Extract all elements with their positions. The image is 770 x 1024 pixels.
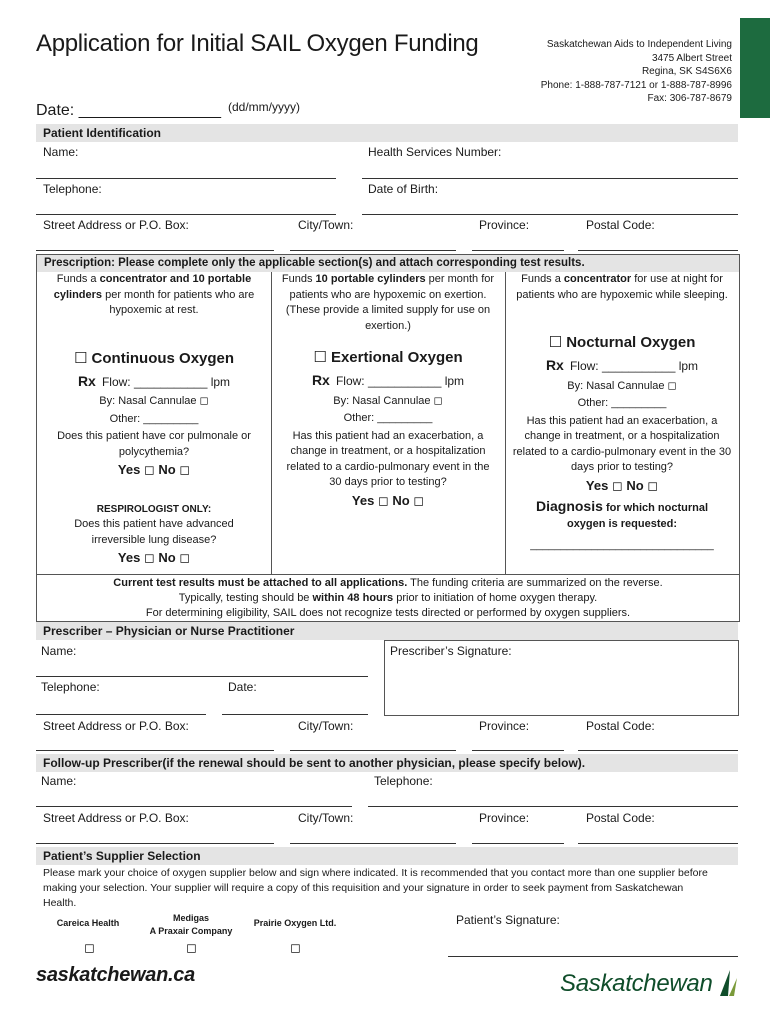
exertional-oxygen-checkbox[interactable]: ☐ Exertional Oxygen [313,349,463,366]
rx-symbol: Rx [311,372,330,388]
prescriber-name-field[interactable] [36,676,368,677]
patient-province-label: Province: [479,218,530,232]
patient-postal-field[interactable] [578,250,738,251]
patient-section-heading: Patient Identification [36,124,738,142]
supplier-prairie-checkbox[interactable]: ◻ [290,940,301,955]
patient-hsn-field[interactable] [362,178,738,179]
patient-phone-label: Telephone: [43,182,102,196]
patient-city-label: City/Town: [298,218,354,232]
followup-street-field[interactable] [36,843,274,844]
supplier-prairie-label: Prairie Oxygen Ltd. [253,918,337,928]
supplier-section-heading: Patient’s Supplier Selection [36,847,738,865]
exertional-description: Funds 10 portable cylinders per month for patients who are hypoxemic on exertion. (These provide a limited supply for use on exertion.) [281,273,495,332]
patient-postal-label: Postal Code: [586,218,655,232]
brand-bar [740,18,770,118]
nocturnal-exacerbation-question: Has this patient had an exacerbation, a change in treatment, or a hospitalization related to a cardio-pulmonary event in the 30 days prior to testing? [512,414,732,473]
respirologist-label: RESPIROLOGIST ONLY: [96,503,212,515]
followup-name-label: Name: [41,774,77,788]
nocturnal-description: Funds a concentrator for use at night for patients who are hypoxemic while sleeping. [516,273,728,301]
exertional-yes-no[interactable]: Yes ◻ No ◻ [351,492,425,508]
continuous-other-field[interactable]: Other: _________ [109,412,199,425]
followup-city-field[interactable] [290,843,456,844]
followup-street-label: Street Address or P.O. Box: [43,811,189,825]
diagnosis-label: Diagnosis for which nocturnal oxygen is requested: [535,498,709,530]
exertional-flow-field[interactable]: Flow: ___________ lpm [335,374,465,388]
followup-phone-field[interactable] [368,806,738,807]
agency-address: Saskatchewan Aids to Independent Living 3475 Albert Street Regina, SK S4S6X6 Phone: 1-888-787-7121 or 1-888-787-8996 Fax: 306-787-8679 [540,39,732,105]
nocturnal-yes-no[interactable]: Yes ◻ No ◻ [585,477,659,493]
test-results-notes: Current test results must be attached to all applications. The funding criteria are summarized on the reverse. Typically, testing should be within 48 hours prior to initiation of home oxygen therapy. For determining eligibility, SAIL does not recognize tests directed or performed by oxygen suppliers. [113,577,663,619]
followup-name-field[interactable] [36,806,352,807]
continuous-column [37,272,271,566]
exertional-other-field[interactable]: Other: _________ [343,412,433,424]
patient-street-field[interactable] [36,250,274,251]
date-field[interactable]: Date: ________________ [36,102,222,119]
cor-pulmonale-question: Does this patient have cor pulmonale or polycythemia? [57,430,251,458]
patient-name-field[interactable] [36,178,336,179]
supplier-medigas-checkbox[interactable]: ◻ [186,940,197,955]
patient-dob-field[interactable] [362,214,738,215]
prescriber-date-field[interactable] [222,714,368,715]
continuous-description: Funds a concentrator and 10 portable cylinders per month for patients who are hypoxemic at rest. [53,273,255,316]
continuous-oxygen-checkbox[interactable]: ☐ Continuous Oxygen [73,349,235,367]
prescription-heading: Prescription: Please complete only the applicable section(s) and attach corresponding test results. [37,255,739,272]
supplier-careica-checkbox[interactable]: ◻ [84,940,95,955]
supplier-instructions: Please mark your choice of oxygen supplier below and sign where indicated. It is recommended that you contact more than one supplier before making your selection. Your supplier will require a copy of this requisition and your signature in order to seek payment from Saskatchewan Health. [43,867,708,909]
nocturnal-flow-field[interactable]: Flow: ___________ lpm [569,359,699,373]
prescriber-signature-label: Prescriber’s Signature: [390,644,512,658]
respirologist-yes-no[interactable]: Yes ◻ No ◻ [117,550,191,565]
respirologist-question: Does this patient have advanced irreversible lung disease? [74,518,234,546]
followup-postal-label: Postal Code: [586,811,655,825]
supplier-careica-label: Careica Health [56,918,120,928]
followup-province-label: Province: [479,811,530,825]
nocturnal-oxygen-checkbox[interactable]: ☐ Nocturnal Oxygen [548,334,696,351]
saskatchewan-logo: Saskatchewan [560,970,713,997]
patient-dob-label: Date of Birth: [368,182,439,196]
exertional-nasal-checkbox[interactable]: By: Nasal Cannulae ◻ [333,394,443,407]
nocturnal-column [505,272,739,554]
saskatchewan-ca-logo: saskatchewan.ca [36,964,195,986]
followup-province-field[interactable] [472,843,564,844]
followup-section-heading: Follow-up Prescriber(if the renewal should be sent to another physician, please specify below). [36,754,738,772]
rx-symbol: Rx [77,372,96,389]
followup-phone-label: Telephone: [374,774,433,788]
prescriber-date-label: Date: [228,680,257,694]
prescriber-province-label: Province: [479,719,530,733]
prescriber-phone-field[interactable] [36,714,206,715]
prescriber-city-field[interactable] [290,750,456,751]
followup-postal-field[interactable] [578,843,738,844]
continuous-nasal-checkbox[interactable]: By: Nasal Cannulae ◻ [99,395,209,407]
patient-name-label: Name: [43,145,79,159]
prescriber-street-field[interactable] [36,750,274,751]
prescriber-phone-label: Telephone: [41,680,100,694]
exertional-exacerbation-question: Has this patient had an exacerbation, a change in treatment, or a hospitalization related to a cardio-pulmonary event in the 30 days prior to testing? [286,429,490,488]
diagnosis-field[interactable]: ______________________________ [530,539,714,551]
patient-hsn-label: Health Services Number: [368,145,502,159]
rx-symbol: Rx [545,357,564,373]
patient-phone-field[interactable] [36,214,336,215]
patient-province-field[interactable] [472,250,564,251]
patient-street-label: Street Address or P.O. Box: [43,218,189,232]
prescriber-name-label: Name: [41,644,77,658]
prescriber-postal-label: Postal Code: [586,719,655,733]
prescriber-postal-field[interactable] [578,750,738,751]
prescriber-street-label: Street Address or P.O. Box: [43,719,189,733]
notes-divider [36,574,740,575]
date-format-hint: (dd/mm/yyyy) [228,100,300,114]
supplier-medigas-label: Medigas A Praxair Company [149,913,233,936]
patient-city-field[interactable] [290,250,456,251]
cor-pulmonale-yes-no[interactable]: Yes ◻ No ◻ [117,462,191,477]
form-title: Application for Initial SAIL Oxygen Funding [36,30,479,57]
prescriber-city-label: City/Town: [298,719,354,733]
prescriber-province-field[interactable] [472,750,564,751]
patient-signature-label: Patient’s Signature: [456,913,560,927]
continuous-flow-field[interactable]: Flow: ___________ lpm [101,374,231,389]
followup-city-label: City/Town: [298,811,354,825]
patient-signature-field[interactable] [448,956,738,957]
prescriber-section-heading: Prescriber – Physician or Nurse Practitioner [36,622,738,640]
wheat-icon [716,966,740,1003]
exertional-column [271,272,505,508]
nocturnal-nasal-checkbox[interactable]: By: Nasal Cannulae ◻ [567,379,677,392]
nocturnal-other-field[interactable]: Other: _________ [577,397,667,409]
